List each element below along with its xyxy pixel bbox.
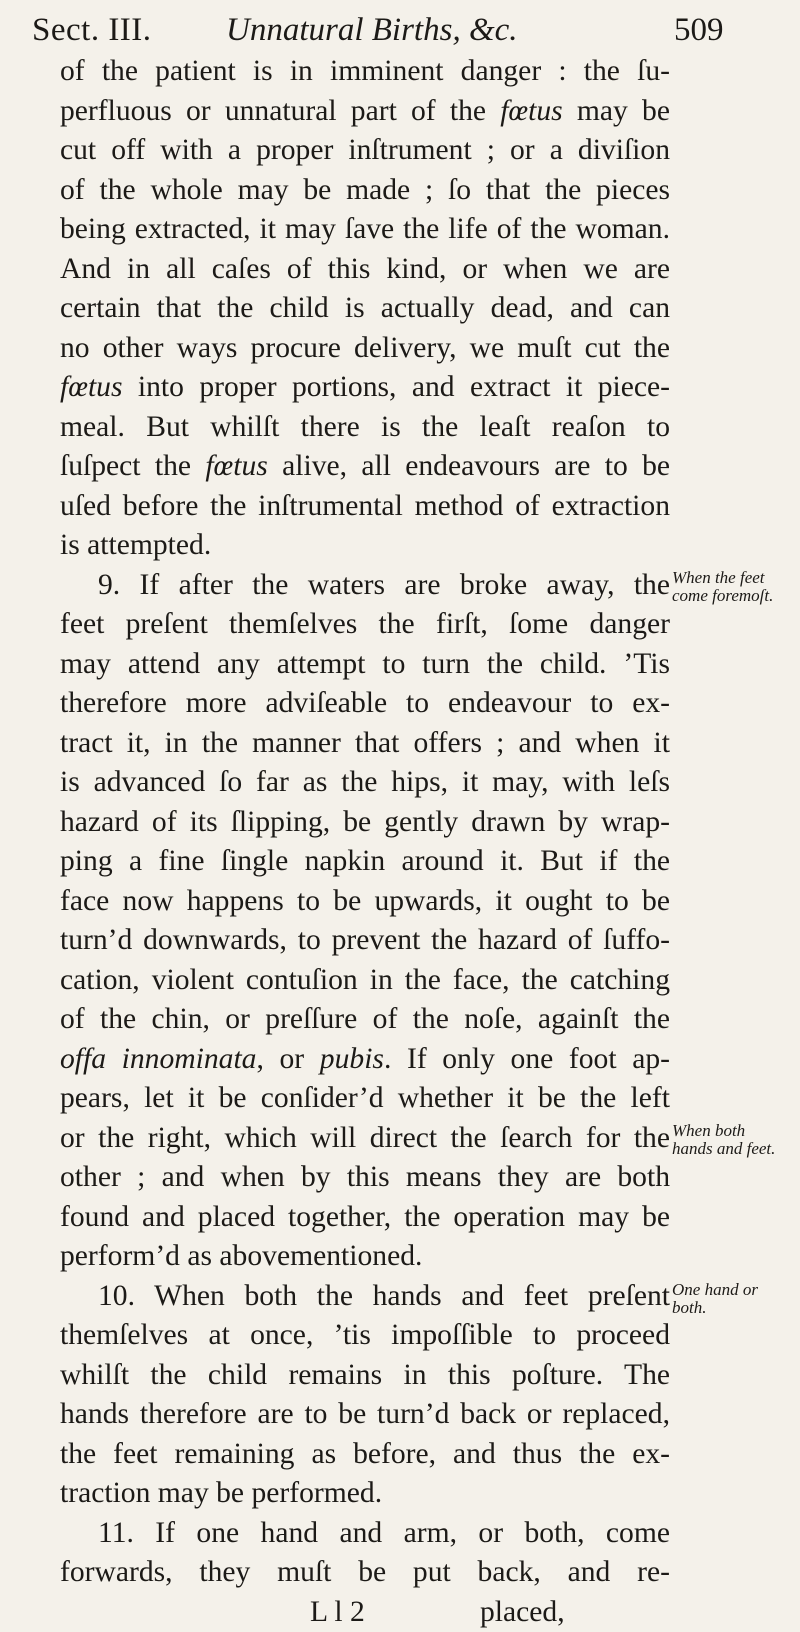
- text-line: ſuſpect the fœtus alive, all endeavours are to be: [60, 447, 670, 487]
- text-line: being extracted, it may ſave the life of the woman.: [60, 210, 670, 250]
- marginal-note-line: One hand or: [672, 1281, 800, 1299]
- paragraph-10-start: 10. When both the hands and feet preſent: [60, 1277, 670, 1317]
- text-line: turn’d downwards, to prevent the hazard of ſuffo-: [60, 921, 670, 961]
- text-line: of the whole may be made ; ſo that the pieces: [60, 171, 670, 211]
- body-text: [60, 52, 670, 1632]
- text-line: cut off with a proper inſtrument ; or a diviſion: [60, 131, 670, 171]
- marginal-note-line: hands and feet.: [672, 1140, 800, 1158]
- page-number: 509: [674, 12, 724, 49]
- text-line: fœtus into proper portions, and extract it piece-: [60, 368, 670, 408]
- text-line: pears, let it be conſider’d whether it be the left: [60, 1079, 670, 1119]
- marginal-note-line: both.: [672, 1299, 800, 1317]
- text-line: uſed before the inſtrumental method of extraction: [60, 487, 670, 527]
- text-line: perfluous or unnatural part of the fœtus may be: [60, 92, 670, 132]
- marginal-note: [672, 1281, 800, 1317]
- text-line: offa innominata, or pubis. If only one foot ap-: [60, 1040, 670, 1080]
- text-line: of the patient is in imminent danger : the ſu-: [60, 52, 670, 92]
- text-line: is attempted.: [60, 526, 670, 566]
- marginal-note-line: When the feet: [672, 569, 800, 587]
- catchline: [60, 1593, 670, 1632]
- marginal-note: [672, 569, 800, 605]
- text-line: tract it, in the manner that offers ; and when it: [60, 724, 670, 764]
- marginal-note-line: When both: [672, 1122, 800, 1140]
- text-line: cation, violent contuſion in the face, the catching: [60, 961, 670, 1001]
- italic-term: offa innominata: [60, 1043, 256, 1075]
- text-line: hazard of its ſlipping, be gently drawn by wrap-: [60, 803, 670, 843]
- text-line: certain that the child is actually dead, and can: [60, 289, 670, 329]
- text-line: traction may be performed.: [60, 1474, 670, 1514]
- text-line: face now happens to be upwards, it ought to be: [60, 882, 670, 922]
- paragraph-11-start: 11. If one hand and arm, or both, come: [60, 1514, 670, 1554]
- running-title: Unnatural Births, &c.: [226, 12, 518, 49]
- text-line: found and placed together, the operation may be: [60, 1198, 670, 1238]
- text-line: whilſt the child remains in this poſture. The: [60, 1356, 670, 1396]
- text-line: themſelves at once, ’tis impoſſible to proceed: [60, 1316, 670, 1356]
- text-line: therefore more adviſeable to endeavour to ex-: [60, 684, 670, 724]
- text-line: hands therefore are to be turn’d back or replaced,: [60, 1395, 670, 1435]
- text-line: or the right, which will direct the ſearch for the: [60, 1119, 670, 1159]
- text-line: meal. But whilſt there is the leaſt reaſon to: [60, 408, 670, 448]
- text-line: the feet remaining as before, and thus the ex-: [60, 1435, 670, 1475]
- text-line: feet preſent themſelves the firſt, ſome danger: [60, 605, 670, 645]
- paragraph-9-start: 9. If after the waters are broke away, the: [60, 566, 670, 606]
- marginal-note-line: come foremoſt.: [672, 587, 800, 605]
- signature-mark: L l 2: [310, 1593, 365, 1632]
- section-heading: Sect. III.: [32, 12, 152, 49]
- italic-term: fœtus: [500, 95, 563, 127]
- text-line: of the chin, or preſſure of the noſe, againſt the: [60, 1000, 670, 1040]
- italic-term: fœtus: [60, 371, 123, 403]
- text-line: no other ways procure delivery, we muſt cut the: [60, 329, 670, 369]
- italic-term: fœtus: [205, 450, 268, 482]
- text-line: perform’d as abovementioned.: [60, 1237, 670, 1277]
- text-line: ping a fine ſingle napkin around it. But if the: [60, 842, 670, 882]
- text-line: may attend any attempt to turn the child. ’Tis: [60, 645, 670, 685]
- text-line: is advanced ſo far as the hips, it may, with leſs: [60, 763, 670, 803]
- text-line: forwards, they muſt be put back, and re-: [60, 1553, 670, 1593]
- text-line: And in all caſes of this kind, or when we are: [60, 250, 670, 290]
- italic-term: pubis: [320, 1043, 384, 1075]
- catchword: placed,: [480, 1593, 565, 1632]
- text-line: other ; and when by this means they are both: [60, 1158, 670, 1198]
- marginal-note: [672, 1122, 800, 1158]
